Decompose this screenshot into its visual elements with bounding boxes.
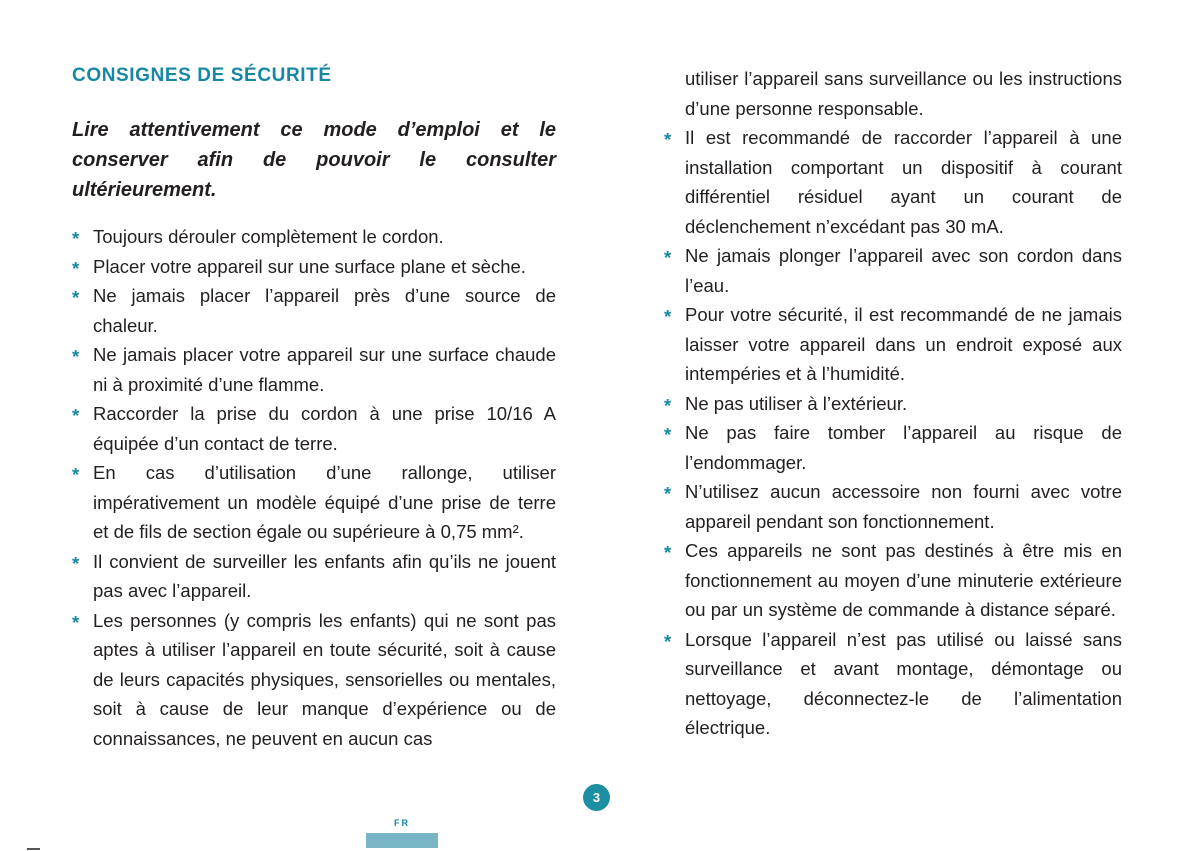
list-item (72, 222, 556, 252)
page-number-badge: 3 (583, 784, 610, 811)
list-item (72, 399, 556, 458)
list-item (72, 340, 556, 399)
page-title: CONSIGNES DE SÉCURITÉ (72, 65, 332, 86)
language-tag: FR (394, 818, 410, 828)
list-item-text: N’utilisez aucun accessoire non fourni avec votre appareil pendant son fonctionnement. (685, 481, 1122, 532)
bullet-asterisk: * (72, 552, 80, 574)
list-item-text: En cas d’utilisation d’une rallonge, utiliser impérativement un modèle équipé d’une prise de terre et de fils de section égale ou supérieure à 0,75 mm². (93, 462, 556, 542)
list-item-text: Placer votre appareil sur une surface plane et sèche. (93, 255, 526, 277)
bullet-asterisk: * (664, 129, 672, 150)
bullet-asterisk: * (72, 287, 80, 308)
bullet-asterisk: * (72, 346, 80, 367)
list-item-text: Raccorder la prise du cordon à une prise 10/16 A équipée d’un contact de terre. (93, 403, 556, 454)
list-item (664, 418, 1122, 477)
continuation-paragraph: utiliser l’appareil sans surveillance ou les instructions d’une personne responsable. (685, 68, 1122, 119)
bullet-asterisk: * (664, 630, 672, 652)
list-item-text: Toujours dérouler complètement le cordon. (93, 226, 444, 247)
list-item (664, 477, 1122, 536)
list-item-text: Ne jamais plonger l’appareil avec son cordon dans l’eau. (685, 245, 1122, 296)
bullet-asterisk: * (72, 228, 80, 249)
list-item-text: Ne pas utiliser à l’extérieur. (685, 392, 908, 414)
list-item (664, 300, 1122, 389)
bullet-asterisk: * (664, 247, 672, 268)
right-column (664, 64, 1122, 753)
list-item-text: Ne jamais placer l’appareil près d’une source de chaleur. (93, 285, 556, 336)
list-item (72, 458, 556, 547)
safety-list-left (72, 222, 556, 753)
bullet-asterisk: * (664, 483, 672, 504)
list-item-text: Lorsque l’appareil n’est pas utilisé ou laissé sans surveillance et avant montage, démontage ou nettoyage, déconnectez-le de l’alimentation électrique. (685, 628, 1122, 738)
list-item-text: Les personnes (y compris les enfants) qui ne sont pas aptes à utiliser l’appareil en toute sécurité, soit à cause de leurs capacités physiques, sensorielles ou mentales, soit à cause de leur manque d’expérience ou de connaissances, ne peuvent en aucun cas (93, 609, 556, 749)
list-item-text: Ne pas faire tomber l’appareil au risque de l’endommager. (685, 422, 1122, 473)
left-column (72, 64, 556, 753)
list-item (72, 547, 556, 606)
list-item (72, 252, 556, 282)
bullet-asterisk: * (664, 542, 672, 563)
bullet-asterisk: * (664, 306, 672, 327)
intro-paragraph: Lire attentivement ce mode d’emploi et le conserver afin de pouvoir le consulter ultérieurement. (72, 119, 556, 201)
list-item (664, 389, 1122, 419)
list-item (664, 536, 1122, 625)
bullet-asterisk: * (72, 464, 80, 485)
bullet-asterisk: * (72, 257, 80, 279)
list-item (664, 241, 1122, 300)
list-item-text: Pour votre sécurité, il est recommandé de ne jamais laisser votre appareil dans un endroit exposé aux intempéries et à l’humidité. (685, 304, 1122, 384)
list-item (664, 625, 1122, 743)
list-item (664, 123, 1122, 241)
list-item-text: Ces appareils ne sont pas destinés à être mis en fonctionnement au moyen d’une minuterie extérieure ou par un système de commande à distance séparé. (685, 540, 1122, 620)
list-item (72, 606, 556, 754)
bullet-asterisk: * (72, 611, 80, 633)
list-item-text: Il convient de surveiller les enfants afin qu’ils ne jouent pas avec l’appareil. (93, 550, 556, 601)
list-item (72, 281, 556, 340)
list-item-text: Il est recommandé de raccorder l’appareil à une installation comportant un dispositif à courant différentiel résiduel ayant un courant de déclenchement n’excédant pas 30 mA. (685, 127, 1122, 237)
corner-mark (27, 848, 40, 850)
safety-list-right (664, 123, 1122, 743)
two-column-layout (72, 64, 1122, 753)
list-item-text: Ne jamais placer votre appareil sur une surface chaude ni à proximité d’une flamme. (93, 344, 556, 395)
language-tab-bar (366, 833, 438, 848)
bullet-asterisk: * (664, 424, 672, 445)
bullet-asterisk: * (72, 405, 80, 426)
bullet-asterisk: * (664, 394, 672, 416)
